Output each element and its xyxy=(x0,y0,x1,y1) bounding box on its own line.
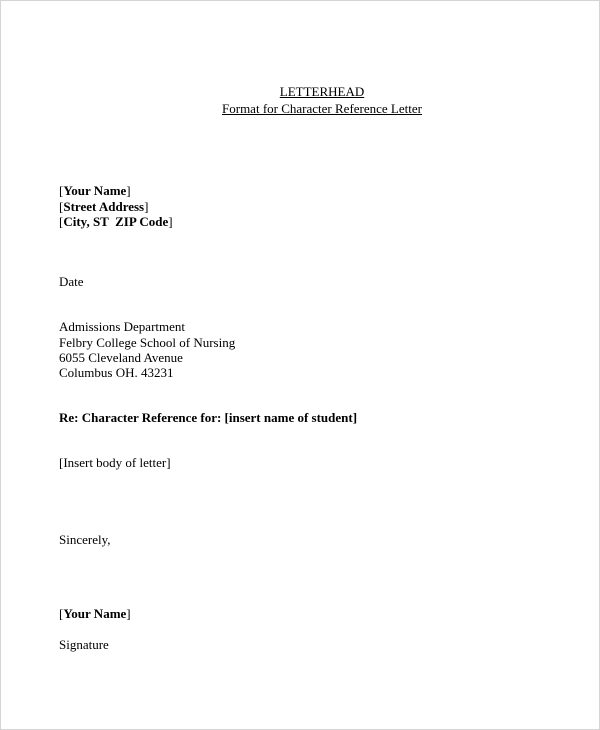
letterhead-title: LETTERHEAD xyxy=(279,84,365,99)
signature-line: Signature xyxy=(59,637,109,652)
body-placeholder: [Insert body of letter] xyxy=(59,455,171,470)
date-line: Date xyxy=(59,274,84,289)
sender-city: City, ST ZIP Code xyxy=(63,214,169,229)
recipient-city: Columbus OH. 43231 xyxy=(59,365,174,380)
closing-line: Sincerely, xyxy=(59,532,111,547)
recipient-school: Felbry College School of Nursing xyxy=(59,335,236,350)
sender-street-line: [Street Address] xyxy=(59,199,149,214)
sender-city-line: [City, ST ZIP Code] xyxy=(59,214,173,229)
letter-subtitle: Format for Character Reference Letter xyxy=(222,101,422,116)
sender-name: Your Name xyxy=(63,183,127,198)
sender-name-line: [Your Name] xyxy=(59,183,131,198)
signer-name: Your Name xyxy=(63,606,127,621)
subject-line: Re: Character Reference for: [insert name of student] xyxy=(59,410,358,425)
sender-street: Street Address xyxy=(63,199,145,214)
signer-name-line: [Your Name] xyxy=(59,606,131,621)
recipient-department: Admissions Department xyxy=(59,319,186,334)
recipient-street: 6055 Cleveland Avenue xyxy=(59,350,183,365)
